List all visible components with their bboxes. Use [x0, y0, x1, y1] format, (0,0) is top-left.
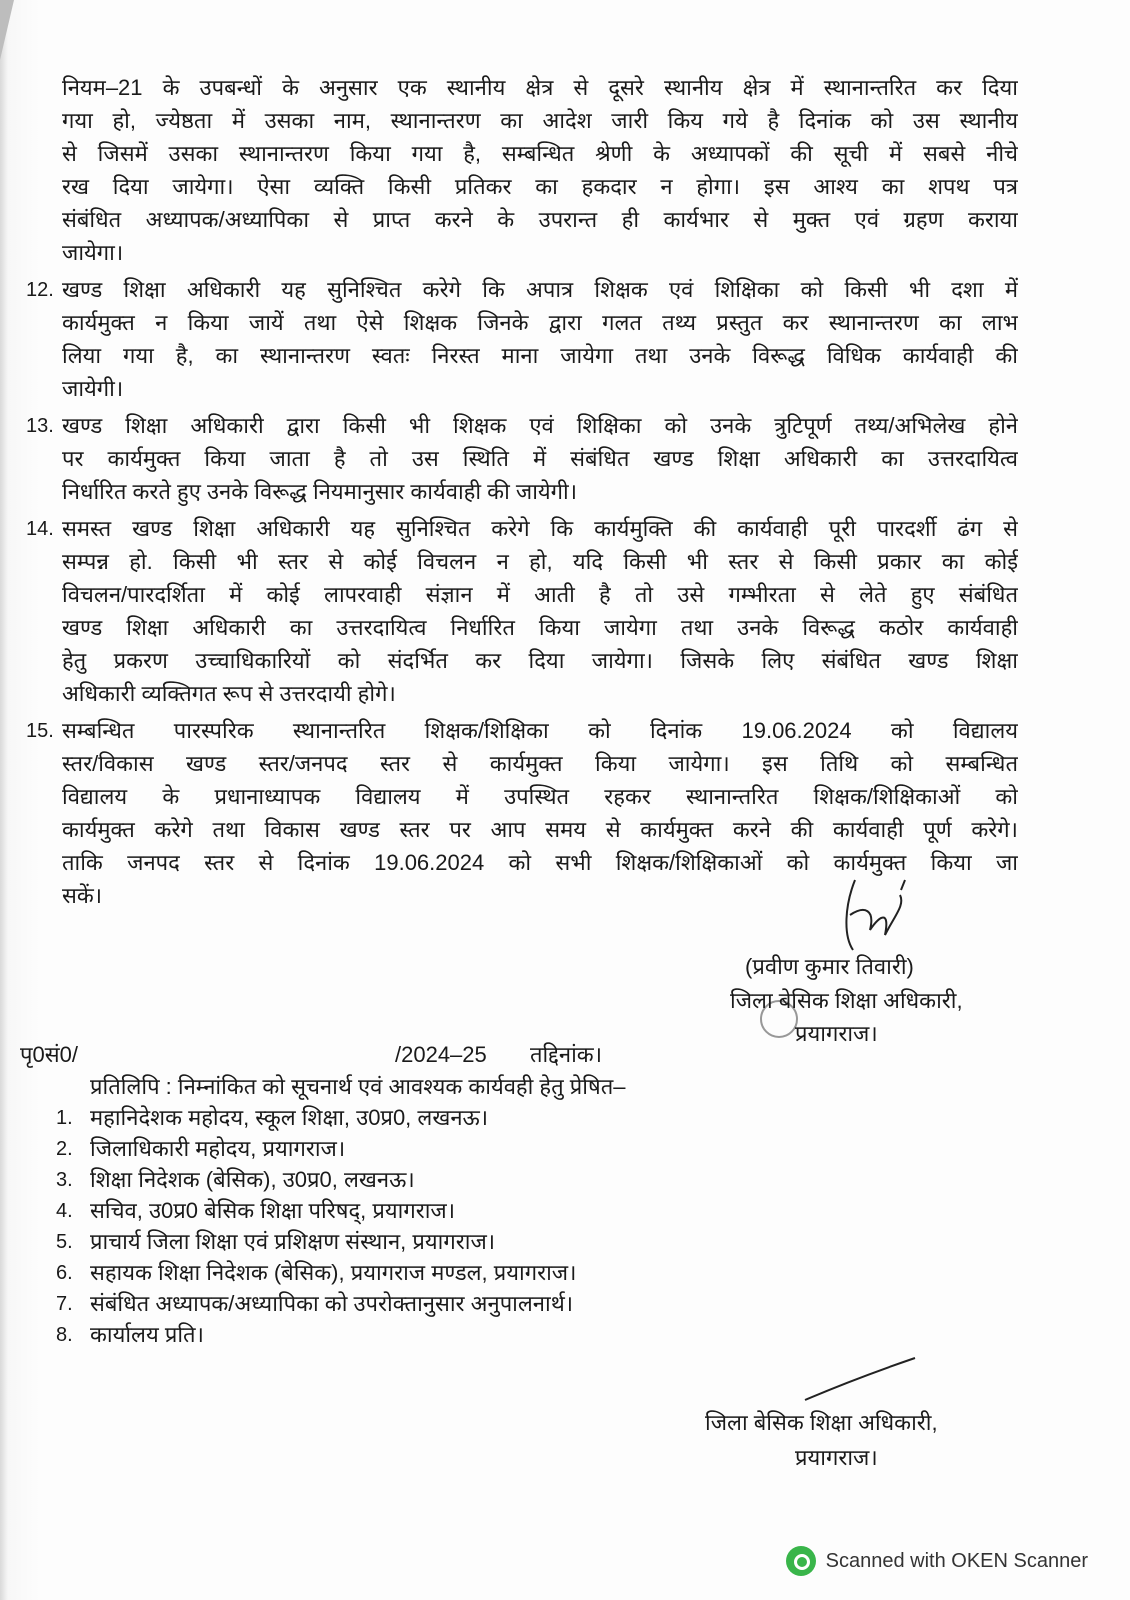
recipient-item: कार्यालय प्रति।: [90, 1322, 204, 1347]
reference-year: /2024–25: [395, 1042, 487, 1067]
point-line: हेतु प्रकरण उच्चाधिकारियों को संदर्भित कर दिया जायेगा। जिसके लिए संबंधित खण्ड शिक्षा: [62, 648, 1018, 673]
point-number: 15.: [26, 720, 54, 742]
oken-logo-icon: [786, 1546, 816, 1576]
footer-place: प्रयागराज।: [795, 1445, 878, 1470]
recipient-number: 3.: [56, 1169, 73, 1191]
paragraph-line: गया हो, ज्येष्ठता में उसका नाम, स्थानान्तरण का आदेश जारी किय गये है दिनांक को उस स्थानीय: [62, 108, 1018, 133]
recipient-number: 1.: [56, 1107, 73, 1129]
copy-intro: प्रतिलिपि : निम्नांकित को सूचनार्थ एवं आवश्यक कार्यवही हेतु प्रेषित–: [90, 1074, 626, 1099]
point-line: पर कार्यमुक्त किया जाता है तो उस स्थिति में संबंधित खण्ड शिक्षा अधिकारी का उत्तरदायित्व: [62, 446, 1018, 471]
footer-signature: [800, 1355, 920, 1405]
point-line: सकें।: [62, 883, 103, 908]
point-line: अधिकारी व्यक्तिगत रूप से उत्तरदायी होगे।: [62, 681, 396, 706]
reference-date: तद्दिनांक।: [530, 1042, 603, 1067]
recipient-item: सचिव, उ0प्र0 बेसिक शिक्षा परिषद्, प्रयागराज।: [90, 1198, 456, 1223]
scanner-watermark: [786, 1546, 1088, 1576]
recipient-number: 7.: [56, 1293, 73, 1315]
point-line: ताकि जनपद स्तर से दिनांक 19.06.2024 को सभी शिक्षक/शिक्षिकाओं को कार्यमुक्त किया जा: [62, 850, 1018, 875]
paragraph-line: नियम–21 के उपबन्धों के अनुसार एक स्थानीय क्षेत्र से दूसरे स्थानीय क्षेत्र में स्थानान्तरित कर दिया: [62, 75, 1018, 100]
signatory-name: (प्रवीण कुमार तिवारी): [745, 954, 914, 979]
recipient-number: 6.: [56, 1262, 73, 1284]
point-line: खण्ड शिक्षा अधिकारी यह सुनिश्चित करेगे कि अपात्र शिक्षक एवं शिक्षिका को किसी भी दशा में: [62, 277, 1018, 302]
point-line: लिया गया है, का स्थानान्तरण स्वतः निरस्त माना जायेगा तथा उनके विरूद्ध विधिक कार्यवाही की: [62, 343, 1018, 368]
point-line: कार्यमुक्त न किया जायें तथा ऐसे शिक्षक जिनके द्वारा गलत तथ्य प्रस्तुत कर स्थानान्तरण का लाभ: [62, 310, 1018, 335]
point-line: सम्पन्न हो. किसी भी स्तर से कोई विचलन न हो, यदि किसी भी स्तर से किसी प्रकार का कोई: [62, 549, 1018, 574]
point-line: निर्धारित करते हुए उनके विरूद्ध नियमानुसार कार्यवाही की जायेगी।: [62, 479, 578, 504]
recipient-number: 4.: [56, 1200, 73, 1222]
point-line: विद्यालय के प्रधानाध्यापक विद्यालय में उपस्थित रहकर स्थानान्तरित शिक्षक/शिक्षिकाओं को: [62, 784, 1018, 809]
point-number: 12.: [26, 279, 54, 301]
recipient-item: संबंधित अध्यापक/अध्यापिका को उपरोक्तानुसार अनुपालनार्थ।: [90, 1291, 574, 1316]
point-line: विचलन/पारदर्शिता में कोई लापरवाही संज्ञान में आती है तो उसे गम्भीरता से लेते हुए संबंधित: [62, 582, 1018, 607]
recipient-number: 2.: [56, 1138, 73, 1160]
signatory-place: प्रयागराज।: [795, 1021, 878, 1046]
point-number: 14.: [26, 518, 54, 540]
page-fold: [0, 0, 14, 60]
recipient-item: महानिदेशक महोदय, स्कूल शिक्षा, उ0प्र0, लखनऊ।: [90, 1105, 489, 1130]
paragraph-line: रख दिया जायेगा। ऐसा व्यक्ति किसी प्रतिकर का हकदार न होगा। इस आश्य का शपथ पत्र: [62, 174, 1018, 199]
paragraph-line: संबंधित अध्यापक/अध्यापिका से प्राप्त करने के उपरान्त ही कार्यभार से मुक्त एवं ग्रहण कराया: [62, 207, 1018, 232]
point-number: 13.: [26, 415, 54, 437]
signatory-designation: जिला बेसिक शिक्षा अधिकारी,: [730, 988, 963, 1013]
recipient-item: शिक्षा निदेशक (बेसिक), उ0प्र0, लखनऊ।: [90, 1167, 415, 1192]
paragraph-line: जायेगा।: [62, 240, 124, 265]
recipient-number: 5.: [56, 1231, 73, 1253]
recipient-item: सहायक शिक्षा निदेशक (बेसिक), प्रयागराज मण्डल, प्रयागराज।: [90, 1260, 577, 1285]
reference-number: पृ0सं0/: [20, 1042, 78, 1067]
point-line: जायेगी।: [62, 376, 124, 401]
point-line: खण्ड शिक्षा अधिकारी द्वारा किसी भी शिक्षक एवं शिक्षिका को उनके त्रुटिपूर्ण तथ्य/अभिलेख होने: [62, 413, 1018, 438]
point-line: खण्ड शिक्षा अधिकारी का उत्तरदायित्व निर्धारित किया जायेगा तथा उनके विरूद्ध कठोर कार्यवाही: [62, 615, 1018, 640]
point-line: सम्बन्धित पारस्परिक स्थानान्तरित शिक्षक/शिक्षिका को दिनांक 19.06.2024 को विद्यालय: [62, 718, 1018, 743]
recipient-item: जिलाधिकारी महोदय, प्रयागराज।: [90, 1136, 346, 1161]
point-line: स्तर/विकास खण्ड स्तर/जनपद स्तर से कार्यमुक्त किया जायेगा। इस तिथि को सम्बन्धित: [62, 751, 1018, 776]
recipient-number: 8.: [56, 1324, 73, 1346]
point-line: समस्त खण्ड शिक्षा अधिकारी यह सुनिश्चित करेगे कि कार्यमुक्ति की कार्यवाही पूरी पारदर्शी ढंग से: [62, 516, 1018, 541]
point-line: कार्यमुक्त करेगे तथा विकास खण्ड स्तर पर आप समय से कार्यमुक्त करने की कार्यवाही पूर्ण करेगे।: [62, 817, 1018, 842]
watermark-text: Scanned with OKEN Scanner: [825, 1549, 1088, 1572]
footer-designation: जिला बेसिक शिक्षा अधिकारी,: [705, 1410, 938, 1435]
recipient-item: प्राचार्य जिला शिक्षा एवं प्रशिक्षण संस्थान, प्रयागराज।: [90, 1229, 496, 1254]
signature: [825, 875, 915, 955]
paragraph-line: से जिसमें उसका स्थानान्तरण किया गया है, सम्बन्धित श्रेणी के अध्यापकों की सूची में सबसे नीचे: [62, 141, 1018, 166]
